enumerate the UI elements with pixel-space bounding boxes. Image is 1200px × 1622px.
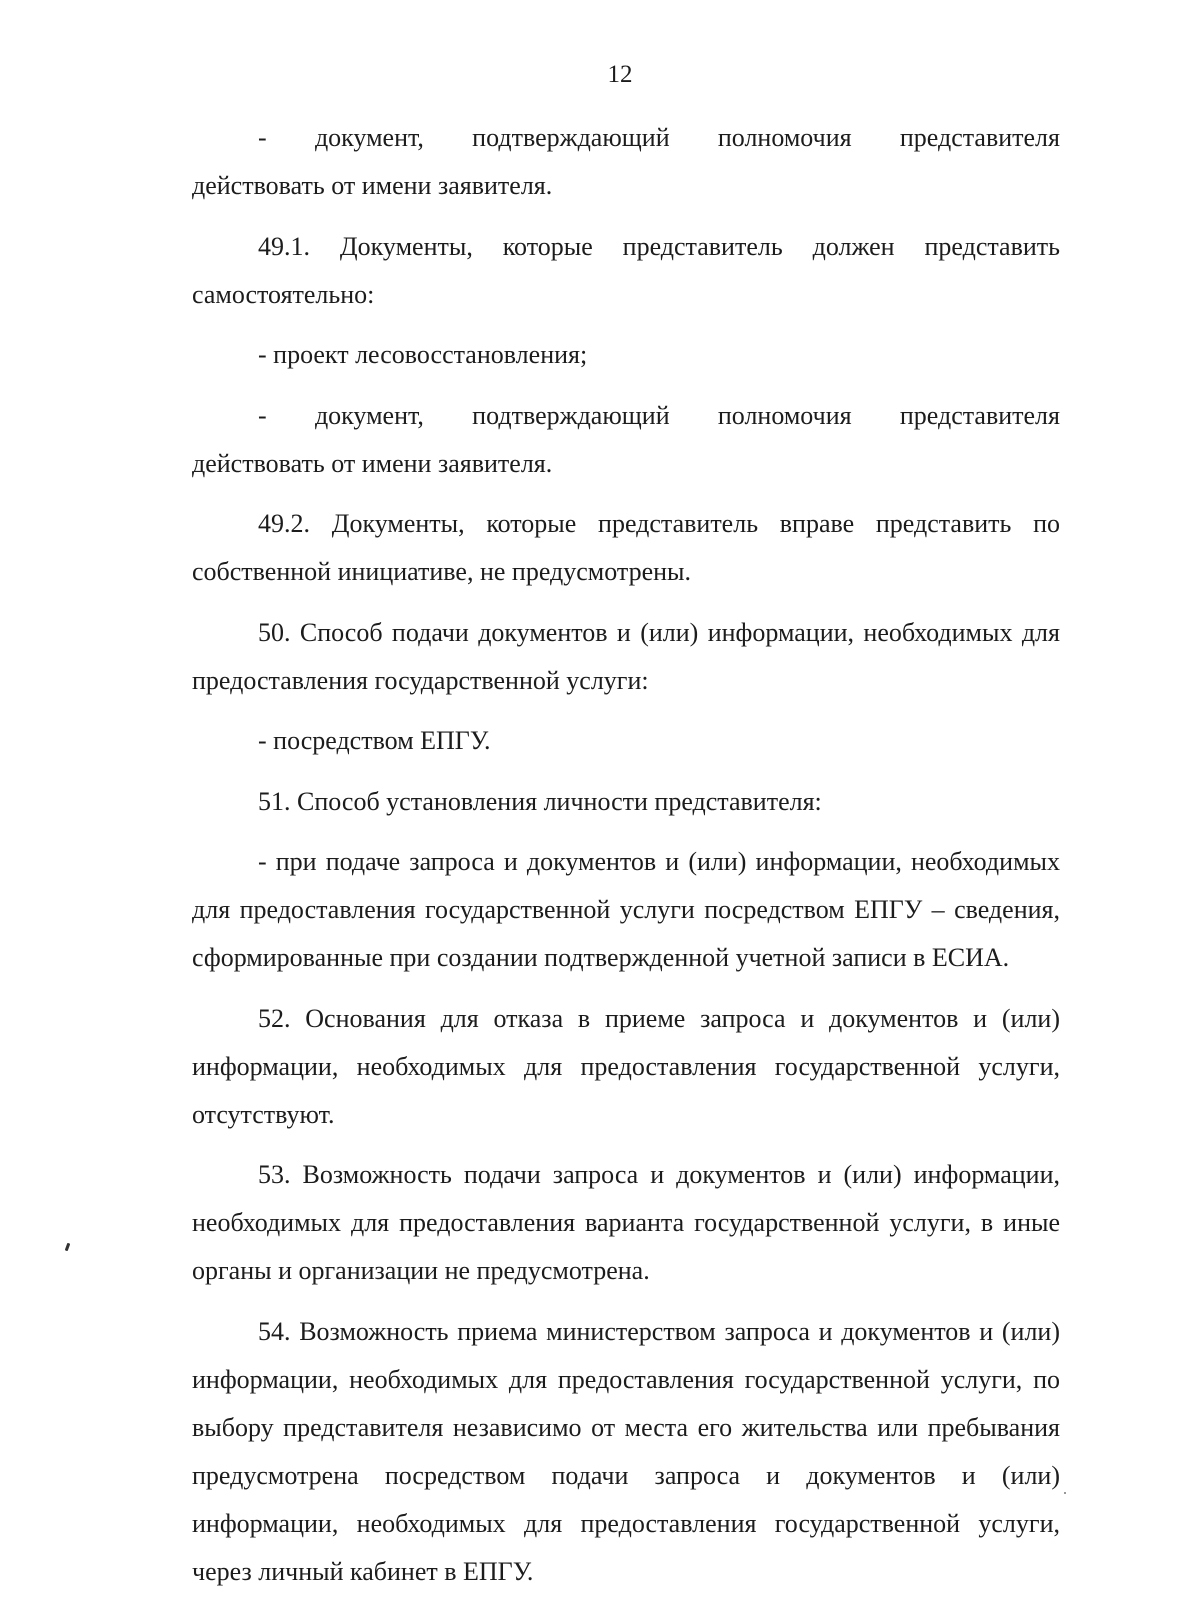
paragraph-49-1: 49.1. Документы, которые представитель должен представить самостоятельно: (192, 231, 1060, 309)
document-body (192, 114, 1060, 1608)
paragraph-representative-authority-1: - документ, подтверждающий полномочия представителя действовать от имени заявителя. (192, 123, 1060, 200)
paragraph-representative-authority-2: - документ, подтверждающий полномочия представителя действовать от имени заявителя. (192, 400, 1060, 478)
scan-artifact-dot (1064, 1492, 1066, 1494)
paragraph-50: 50. Способ подачи документов и (или) информации, необходимых для предоставления государственной услуги: (192, 617, 1060, 695)
paragraph-53: 53. Возможность подачи запроса и документов и (или) информации, необходимых для предоставления варианта государственной услуги, в иные органы и организации не предусмотрена. (192, 1160, 1060, 1285)
paragraph-52: 52. Основания для отказа в приеме запроса и документов и (или) информации, необходимых для предоставления государственной услуги, отсутствуют. (192, 1003, 1060, 1129)
paragraph-via-epgu: - посредством ЕПГУ. (258, 726, 491, 755)
paragraph-identity-esia: - при подаче запроса и документов и (или) информации, необходимых для предоставления государственной услуги посредством ЕПГУ – сведения, сформированные при создании подтвержденной учетной записи в ЕСИА. (192, 847, 1060, 972)
paragraph-51: 51. Способ установления личности представителя: (258, 786, 822, 816)
paragraph-54: 54. Возможность приема министерством запроса и документов и (или) информации, необходимых для предоставления государственной услуги, по выбору представителя независимо от места его жительства или пребывания предусмотрена посредством подачи запроса и документов и (или) информации, необходимых для предоставления государственной услуги, через личный кабинет в ЕПГУ. (192, 1316, 1060, 1586)
paragraph-49-2: 49.2. Документы, которые представитель вправе представить по собственной инициативе, не предусмотрены. (192, 509, 1060, 586)
page-number: 12 (607, 61, 633, 88)
paragraph-reforestation-project: - проект лесовосстановления; (258, 340, 588, 369)
scan-artifact-mark (65, 1243, 71, 1252)
